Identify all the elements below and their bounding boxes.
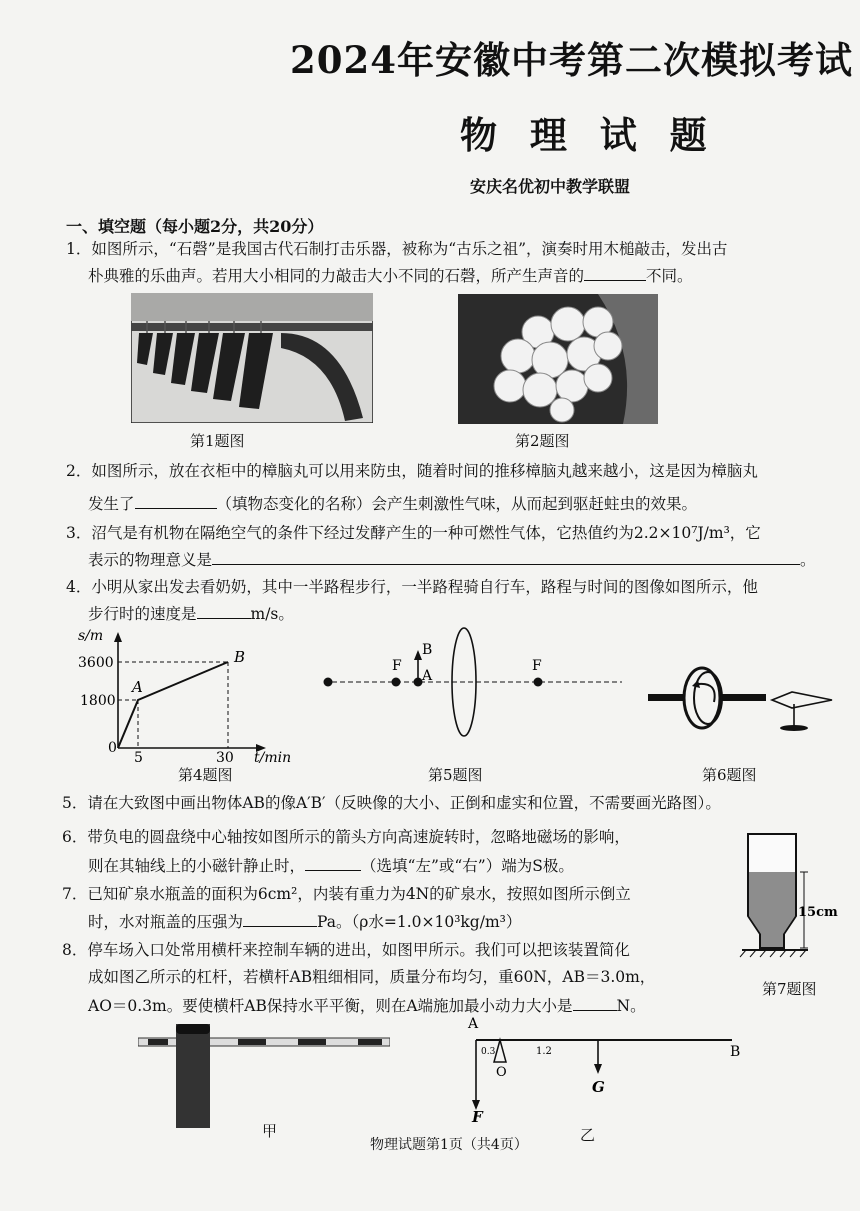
segment-ao-label: 0.3 bbox=[481, 1047, 496, 1057]
exam-title: 2024年安徽中考第二次模拟考试 bbox=[290, 38, 853, 82]
q2-text: 发生了 bbox=[88, 495, 135, 513]
point-a-label: A bbox=[132, 678, 143, 696]
q6-text: 则在其轴线上的小磁针静止时， bbox=[88, 857, 306, 875]
segment-oc-label: 1.2 bbox=[536, 1046, 552, 1057]
q1-text-end: 不同。 bbox=[646, 267, 693, 285]
y-axis-label: s/m bbox=[78, 628, 104, 644]
q1-blank bbox=[584, 262, 646, 281]
figure-6-caption: 第6题图 bbox=[702, 766, 757, 784]
q8-line1: 8．停车场入口处常用横杆来控制车辆的进出，如图甲所示。我们可以把该装置简化 bbox=[62, 941, 630, 959]
q4-text: 步行时的速度是 bbox=[88, 605, 197, 623]
q6-blank bbox=[305, 852, 361, 871]
object-arrow bbox=[414, 650, 422, 660]
gravity-g-arrow bbox=[594, 1064, 602, 1074]
point-2f-left bbox=[324, 678, 333, 687]
q1-line1: 1．如图所示，“石磬”是我国古代石制打击乐器，被称为“古乐之祖”，演奏时用木槌敲击，发出古 bbox=[66, 240, 728, 258]
y-axis-arrow bbox=[114, 632, 122, 642]
q1-line2 bbox=[88, 262, 693, 290]
figure-7-inverted-bottle bbox=[738, 830, 846, 970]
figure-8-yi-caption: 乙 bbox=[580, 1126, 596, 1144]
point-b-label: B bbox=[422, 642, 433, 658]
q7-text: 时，水对瓶盖的压强为 bbox=[88, 913, 244, 931]
q3-blank bbox=[212, 546, 800, 565]
force-label: F bbox=[472, 1108, 483, 1122]
q8-blank bbox=[573, 992, 617, 1011]
organization: 安庆名优初中教学联盟 bbox=[470, 177, 631, 196]
q3-text-end: 。 bbox=[800, 551, 816, 569]
figure-1-caption: 第1题图 bbox=[190, 432, 245, 450]
point-o-label: O bbox=[496, 1065, 507, 1080]
q2-line2 bbox=[88, 490, 697, 518]
point-a-label: A bbox=[468, 1016, 479, 1032]
q7-text-end: Pa。（ρ水=1.0×10³kg/m³） bbox=[317, 913, 522, 931]
point-a-label: A bbox=[422, 668, 433, 684]
q8-text-end: N。 bbox=[616, 997, 646, 1015]
compass-stand bbox=[780, 725, 808, 731]
q7-line1: 7．已知矿泉水瓶盖的面积为6cm²，内装有重力为4N的矿泉水，按照如图所示倒立 bbox=[62, 885, 631, 903]
q3-line2 bbox=[88, 546, 816, 574]
figure-1-stone-chimes-photo bbox=[131, 293, 373, 423]
q6-line1: 6．带负电的圆盘绕中心轴按如图所示的箭头方向高速旋转时，忽略地磁场的影响， bbox=[62, 828, 630, 846]
q6-text-end: （选填“左”或“右”）端为S极。 bbox=[361, 857, 574, 875]
figure-2-mothballs-photo bbox=[458, 294, 658, 424]
figure-8-jia-barrier-photo bbox=[138, 1022, 390, 1130]
figure-2-caption: 第2题图 bbox=[515, 432, 570, 450]
q7-blank bbox=[243, 908, 317, 927]
tick-30: 30 bbox=[216, 750, 234, 763]
q2-blank bbox=[135, 490, 217, 509]
q8-text: AO＝0.3m。要使横杆AB保持水平平衡，则在A端施加最小动力大小是 bbox=[88, 997, 573, 1015]
tick-1800: 1800 bbox=[80, 693, 116, 709]
focus-right-label: F bbox=[532, 658, 542, 674]
compass-needle-icon bbox=[772, 692, 832, 708]
subject-title: 物 理 试 题 bbox=[460, 113, 717, 157]
page-footer: 物理试题第1页（共4页） bbox=[370, 1137, 528, 1153]
figure-5-caption: 第5题图 bbox=[428, 766, 483, 784]
focus-left bbox=[392, 678, 401, 687]
q2-text-end: （填物态变化的名称）会产生刺激性气味，从而起到驱赶蛀虫的效果。 bbox=[216, 495, 698, 513]
q4-text-end: m/s。 bbox=[250, 605, 294, 623]
tick-0: 0 bbox=[108, 740, 117, 756]
figure-8-yi-lever-diagram bbox=[460, 1010, 750, 1122]
x-axis-label: t/min bbox=[254, 750, 292, 763]
point-b-label: B bbox=[234, 648, 246, 666]
q6-line2 bbox=[88, 852, 574, 880]
height-label: 15cm bbox=[798, 905, 838, 920]
q1-text: 朴典雅的乐曲声。若用大小相同的力敲击大小不同的石磬，所产生声音的 bbox=[88, 267, 585, 285]
q8-line2: 成如图乙所示的杠杆，若横杆AB粗细相同，质量分布均匀，重60N，AB＝3.0m， bbox=[88, 968, 656, 986]
q3-text: 表示的物理意义是 bbox=[88, 551, 213, 569]
q7-line2 bbox=[88, 908, 521, 936]
q3-line1: 3．沼气是有机物在隔绝空气的条件下经过发酵产生的一种可燃性气体，它热值约为2.2×10⁷J/m³，它 bbox=[66, 524, 761, 542]
q4-line2 bbox=[88, 600, 294, 628]
focus-left-label: F bbox=[392, 658, 402, 674]
distance-line bbox=[118, 662, 228, 748]
figure-5-convex-lens-diagram bbox=[318, 626, 628, 746]
figure-4-distance-time-graph bbox=[78, 628, 308, 763]
figure-6-rotating-disk-diagram bbox=[642, 660, 842, 750]
tick-3600: 3600 bbox=[78, 655, 114, 671]
barrier-gate-post bbox=[176, 1024, 210, 1128]
q2-line1: 2．如图所示，放在衣柜中的樟脑丸可以用来防虫，随着时间的推移樟脑丸越来越小，这是因为樟脑丸 bbox=[66, 462, 758, 480]
point-b-label: B bbox=[730, 1044, 741, 1060]
tick-5: 5 bbox=[134, 750, 143, 763]
q4-line1: 4．小明从家出发去看奶奶，其中一半路程步行，一半路程骑自行车，路程与时间的图像如图所示，他 bbox=[66, 578, 758, 596]
figure-4-caption: 第4题图 bbox=[178, 766, 233, 784]
q4-blank bbox=[197, 600, 251, 619]
figure-8-jia-caption: 甲 bbox=[262, 1122, 278, 1140]
section-heading: 一、填空题（每小题2分，共20分） bbox=[66, 217, 324, 236]
gravity-label: G bbox=[592, 1078, 605, 1096]
figure-7-caption: 第7题图 bbox=[762, 980, 817, 998]
fulcrum-o bbox=[494, 1040, 506, 1062]
water bbox=[749, 872, 795, 947]
focus-right bbox=[534, 678, 543, 687]
q5-line1: 5．请在大致图中画出物体AB的像A′B′（反映像的大小、正倒和虚实和位置，不需要画光路图）。 bbox=[62, 794, 721, 812]
